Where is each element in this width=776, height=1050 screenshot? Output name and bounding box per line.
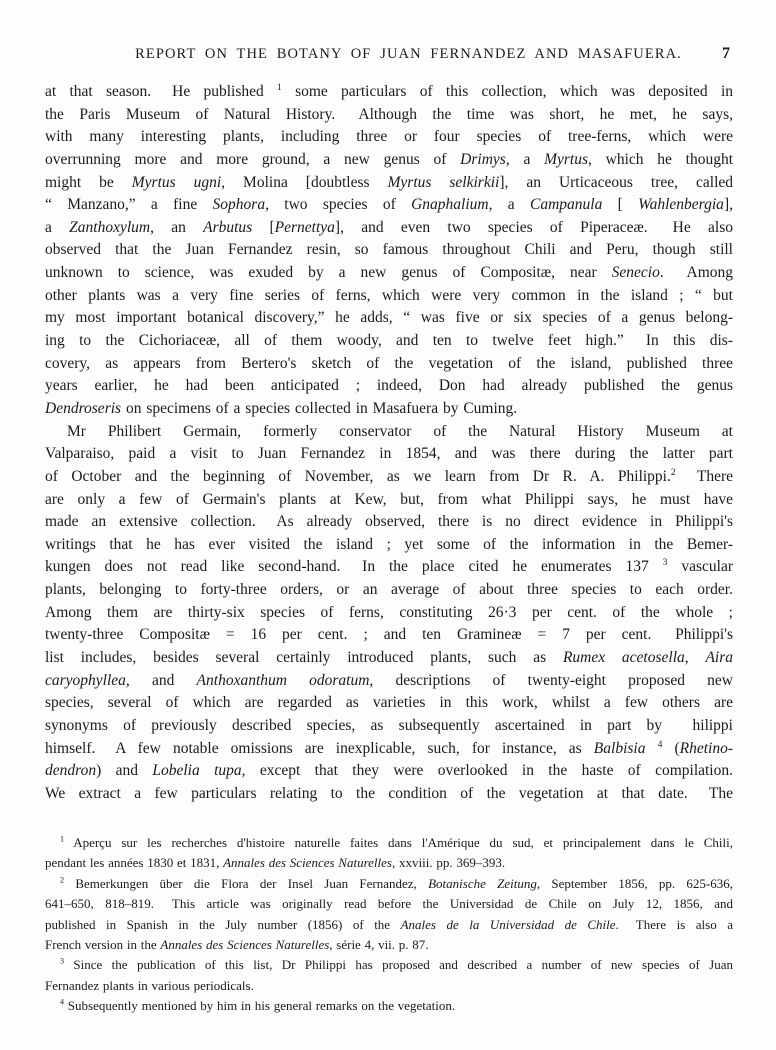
- text-line: synonyms of previously described species, as subsequently ascertained in part by hilippi: [45, 716, 733, 734]
- text-line: might be Myrtus ugni, Molina [doubtless Myrtus selkirkii], an Urticaceous tree, called: [45, 173, 733, 191]
- text-line: of October and the beginning of November, as we learn from Dr R. A. Philippi.$^2$ There: [45, 466, 733, 485]
- text-line: kungen does not read like second-hand. In the place cited he enumerates 137 $^3$ vascular: [45, 557, 733, 576]
- footnotes: [45, 833, 733, 1017]
- text-line: himself. A few notable omissions are inexplicable, such, for instance, as Balbisia $^4$ (Rhetino-: [45, 738, 733, 757]
- text-line: “ Manzano,” a fine Sophora, two species of Gnaphalium, a Campanula [ Wahlenbergia],: [45, 196, 733, 214]
- text-line: other plants was a very fine series of ferns, which were very common in the island ; “ but: [45, 286, 733, 304]
- text-line: Among them are thirty-six species of ferns, constituting 26·3 per cent. of the whole ;: [45, 603, 733, 621]
- text-line: $^4$ Subsequently mentioned by him in his general remarks on the vegetation.: [60, 997, 456, 1014]
- text-line: covery, as appears from Bertero's sketch of the vegetation of the island, published three: [45, 354, 733, 372]
- text-line: We extract a few particulars relating to the condition of the vegetation at that date. The: [45, 784, 733, 802]
- text-line: twenty-three Compositæ = 16 per cent. ; and ten Gramineæ = 7 per cent. Philippi's: [45, 626, 733, 644]
- text-line: are only a few of Germain's plants at Kew, but, from what Philippi says, he must have: [45, 490, 733, 508]
- text-line: years earlier, he had been anticipated ; indeed, Don had already published the genus: [45, 377, 733, 395]
- text-line: at that season. He published $^1$ some particulars of this collection, which was deposited in: [45, 81, 733, 100]
- text-line: dendron) and Lobelia tupa, except that they were overlooked in the haste of compilation.: [45, 762, 733, 780]
- text-line: Dendroseris on specimens of a species collected in Masafuera by Cuming.: [45, 399, 518, 417]
- text-line: unknown to science, was exuded by a new genus of Compositæ, near Senecio. Among: [45, 264, 733, 282]
- page-header: [45, 46, 732, 68]
- text-line: ing to the Cichoriaceæ, all of them woody, and ten to twelve feet high.” In this dis-: [45, 332, 733, 350]
- text-line: $^2$ Bemerkungen über die Flora der Insel Juan Fernandez, Botanische Zeitung, September 1856, pp. 625-636,: [60, 875, 733, 891]
- text-line: species, several of which are regarded as varieties in this work, whilst a few others are: [45, 694, 733, 712]
- text-line: plants, belonging to forty-three orders, or an average of about three species to each order.: [45, 581, 733, 599]
- running-title: REPORT ON THE BOTANY OF JUAN FERNANDEZ AND MASAFUERA.: [135, 46, 682, 62]
- text-line: Mr Philibert Germain, formerly conservator of the Natural History Museum at: [67, 422, 733, 440]
- text-line: made an extensive collection. As already observed, there is no direct evidence in Philippi's: [45, 513, 733, 531]
- text-line: the Paris Museum of Natural History. Although the time was short, he met, he says,: [45, 105, 733, 123]
- text-line: Fernandez plants in various periodicals.: [45, 977, 254, 993]
- body-text: [45, 81, 733, 806]
- text-line: observed that the Juan Fernandez resin, so famous throughout Chili and Peru, though still: [45, 241, 733, 259]
- text-line: with many interesting plants, including three or four species of tree-ferns, which were: [45, 128, 733, 146]
- text-line: caryophyllea, and Anthoxanthum odoratum, descriptions of twenty-eight proposed new: [45, 671, 733, 689]
- text-line: a Zanthoxylum, an Arbutus [Pernettya], and even two species of Piperaceæ. He also: [45, 218, 733, 236]
- text-line: published in Spanish in the July number (1856) of the Anales de la Universidad de Chile. There is also a: [45, 916, 733, 932]
- text-line: list includes, besides several certainly introduced plants, such as Rumex acetosella, Aira: [45, 649, 733, 667]
- text-line: French version in the Annales des Sciences Naturelles, série 4, vii. p. 87.: [45, 936, 429, 952]
- text-line: my most important botanical discovery,” he adds, “ was five or six species of a genus belong-: [45, 309, 733, 327]
- text-line: pendant les années 1830 et 1831, Annales des Sciences Naturelles, xxviii. pp. 369–393.: [45, 855, 506, 871]
- text-line: 641–650, 818–819. This article was originally read before the Universidad de Chile on July 12, 1856, and: [45, 896, 733, 912]
- text-line: $^1$ Aperçu sur les recherches d'histoire naturelle faites dans l'Amérique du sud, et principalement dans le Chili,: [60, 834, 733, 850]
- text-line: Valparaiso, paid a visit to Juan Fernandez in 1854, and was there during the latter part: [45, 445, 733, 463]
- page-number: 7: [722, 45, 730, 62]
- text-line: writings that he has ever visited the island ; yet some of the information in the Bemer-: [45, 535, 733, 553]
- text-line: overrunning more and more ground, a new genus of Drimys, a Myrtus, which he thought: [45, 150, 733, 168]
- text-line: $^3$ Since the publication of this list, Dr Philippi has proposed and described a number of new species of Juan: [60, 957, 733, 973]
